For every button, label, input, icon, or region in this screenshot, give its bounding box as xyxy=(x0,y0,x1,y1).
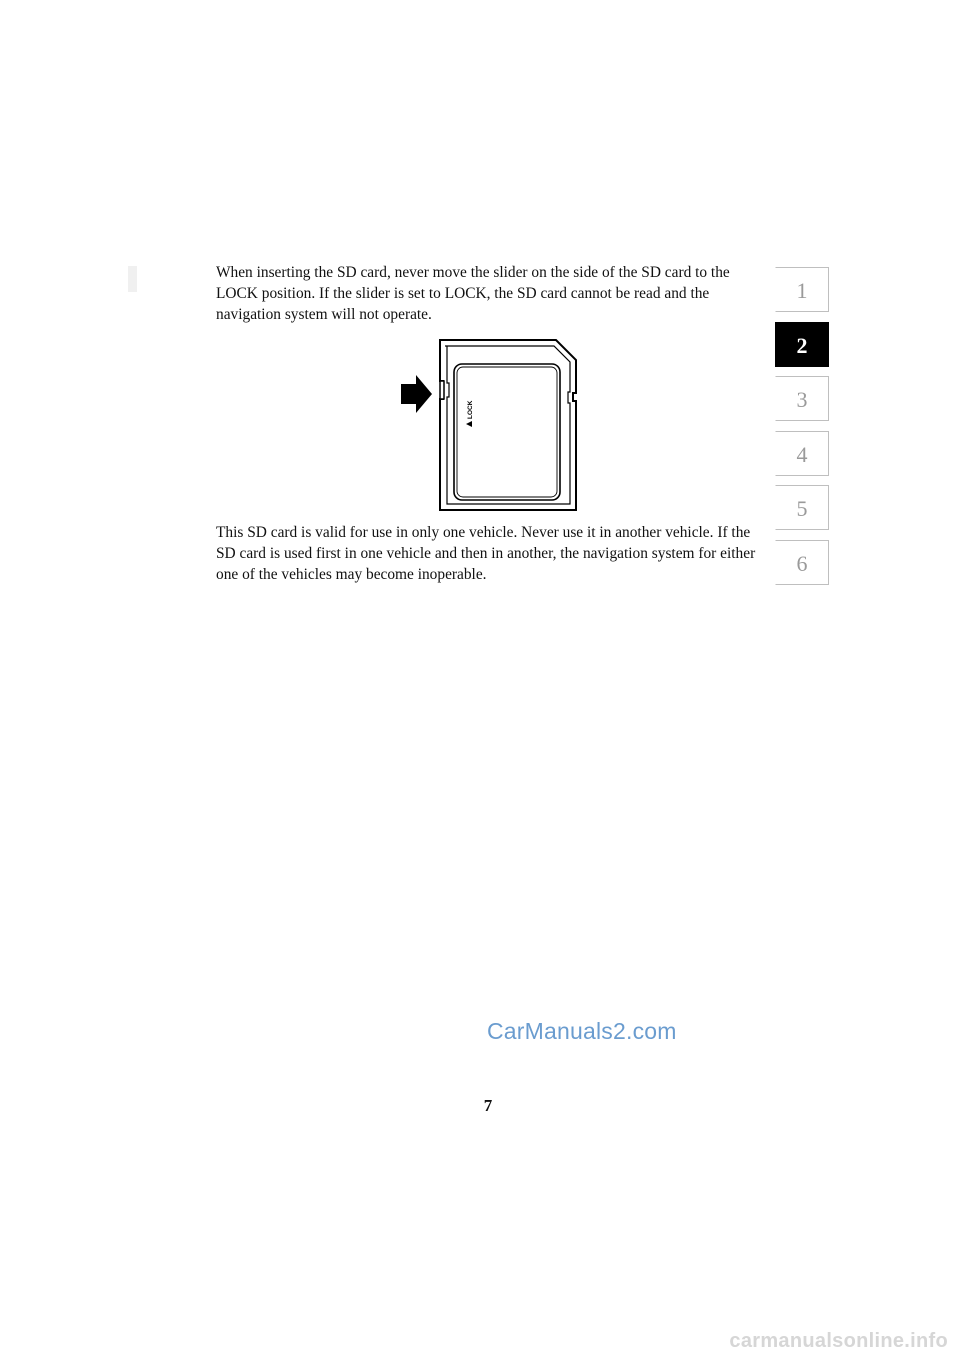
lock-slider xyxy=(440,381,444,399)
sd-card-label-area xyxy=(454,364,560,500)
chapter-tab-5[interactable]: 5 xyxy=(775,485,829,530)
watermark-carmanuals: CarManuals2.com xyxy=(487,1018,677,1044)
sd-card-figure xyxy=(398,337,582,514)
chapter-tab-1[interactable]: 1 xyxy=(775,267,829,312)
chapter-tab-3[interactable]: 3 xyxy=(775,376,829,421)
chapter-tab-2[interactable]: 2 xyxy=(775,322,829,367)
warning-paragraph-lock: When inserting the SD card, never move the slider on the side of the SD card to the LOCK position. If the slider is set to LOCK, the SD card cannot be read and the navigation system will not operate. xyxy=(216,264,730,323)
chapter-tab-6[interactable]: 6 xyxy=(775,540,829,585)
sd-card-illustration xyxy=(398,337,582,514)
watermark-footer: carmanualsonline.info xyxy=(729,1330,948,1352)
margin-marker xyxy=(128,266,137,292)
warning-paragraph-vehicle: This SD card is valid for use in only one vehicle. Never use it in another vehicle. If the SD card is used first in one vehicle and then in another, the navigation system for either one of the vehicles may become inoperable. xyxy=(216,524,756,583)
lock-label: LOCK xyxy=(467,400,474,419)
arrow-right-icon xyxy=(401,375,432,413)
chapter-tab-4[interactable]: 4 xyxy=(775,431,829,476)
page-number: 7 xyxy=(483,1096,493,1115)
chapter-tabs xyxy=(775,267,831,594)
